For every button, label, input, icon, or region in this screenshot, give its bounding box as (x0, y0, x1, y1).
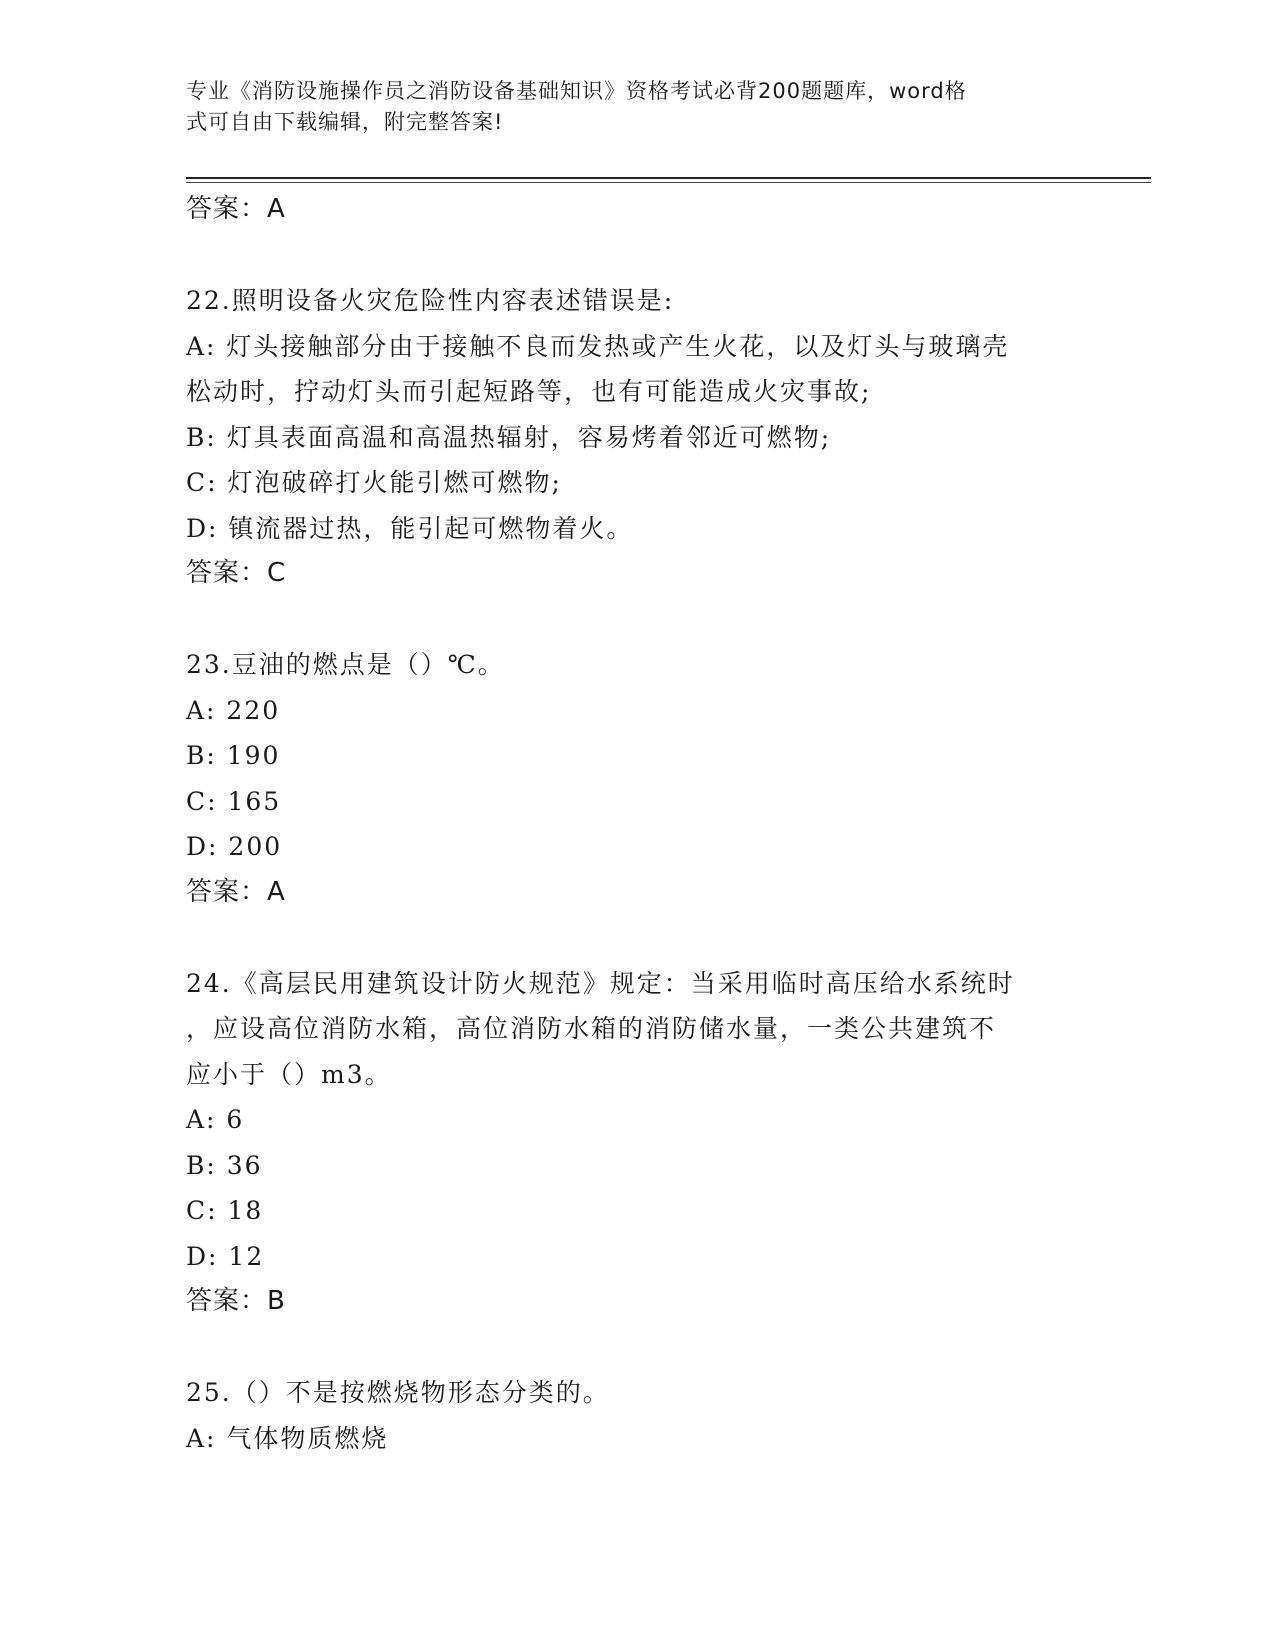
header-line-1: 专业《消防设施操作员之消防设备基础知识》资格考试必背200题题库，word格 (186, 79, 967, 103)
question-23 (186, 642, 1086, 915)
document-header (186, 76, 1066, 138)
question-25-stem: 25.（）不是按燃烧物形态分类的。 (186, 1378, 610, 1407)
question-25 (186, 1370, 1086, 1461)
question-24 (186, 961, 1086, 1325)
spacer (186, 233, 1086, 279)
question-list (186, 187, 1086, 1461)
question-22-option-a-line-1: A: 灯头接触部分由于接触不良而发热或产生火花，以及灯头与玻璃壳 (186, 331, 1010, 361)
question-25-option-a: A: 气体物质燃烧 (186, 1423, 389, 1453)
question-24-stem-line-3: 应小于（）m3。 (186, 1059, 392, 1089)
question-24-option-b: B: 36 (186, 1150, 263, 1180)
question-22-option-c: C: 灯泡破碎打火能引燃可燃物; (186, 468, 562, 497)
spacer (186, 1325, 1086, 1371)
question-23-option-b: B: 190 (186, 741, 281, 770)
question-22 (186, 278, 1086, 597)
question-22-option-d: D: 镇流器过热，能引起可燃物着火。 (186, 513, 634, 543)
spacer (186, 597, 1086, 643)
question-24-stem-line-2: ，应设高位消防水箱，高位消防水箱的消防储水量，一类公共建筑不 (186, 1014, 997, 1043)
question-22-answer: 答案：C (186, 558, 287, 588)
question-24-option-a: A: 6 (186, 1105, 245, 1134)
question-23-answer: 答案：A (186, 876, 286, 907)
question-22-option-a-line-2: 松动时，拧动灯头而引起短路等，也有可能造成火灾事故; (186, 377, 872, 406)
answer-21: 答案：A (186, 194, 286, 224)
question-24-stem-line-1: 24.《高层民用建筑设计防火规范》规定：当采用临时高压给水系统时 (186, 968, 1015, 998)
header-line-2: 式可自由下载编辑，附完整答案! (186, 110, 504, 134)
header-divider-thin (186, 182, 1151, 183)
question-23-option-c: C: 165 (186, 786, 282, 816)
question-23-stem: 23.豆油的燃点是（）℃。 (186, 650, 505, 679)
header-divider-thick (186, 177, 1151, 179)
question-22-option-b: B: 灯具表面高温和高温热辐射，容易烤着邻近可燃物; (186, 422, 832, 452)
question-22-stem: 22.照明设备火灾危险性内容表述错误是: (186, 286, 675, 315)
question-24-option-d: D: 12 (186, 1241, 265, 1271)
question-23-option-d: D: 200 (186, 832, 283, 861)
question-24-option-c: C: 18 (186, 1196, 264, 1225)
question-23-option-a: A: 220 (186, 695, 281, 725)
spacer (186, 915, 1086, 961)
question-24-answer: 答案：B (186, 1286, 286, 1316)
